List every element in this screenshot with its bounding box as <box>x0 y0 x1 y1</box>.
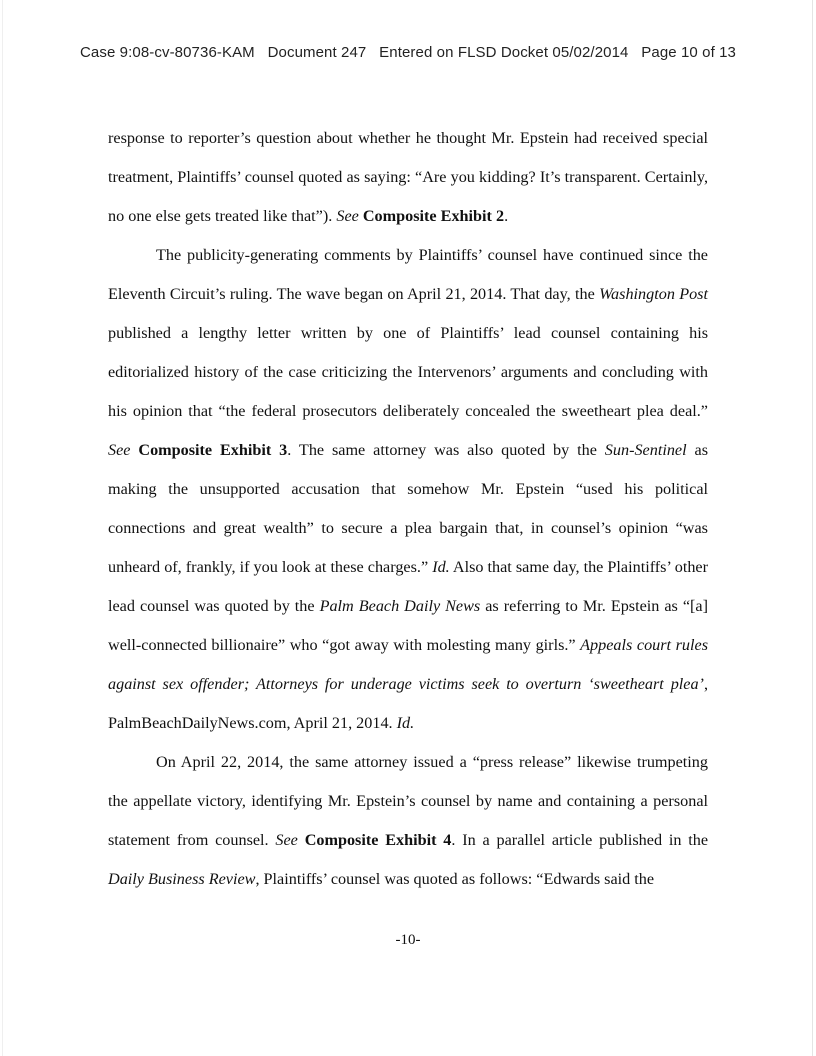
italic-text: See <box>336 207 359 225</box>
italic-text: Sun-Sentinel <box>604 441 687 459</box>
header-entered: Entered on FLSD Docket 05/02/2014 <box>379 44 629 61</box>
page-right-edge <box>812 0 813 1056</box>
text-run: Also that same day, the Plaintiffs’ other lead counsel was quoted by the <box>108 558 708 615</box>
italic-text: Id. <box>432 558 450 576</box>
text-run: On April 22, 2014, the same attorney issued a “press release” likewise trumpeting the appellate victory, identifying Mr. Epstein’s counsel by name and containing a personal statement from counsel. <box>108 753 708 849</box>
text-run: . In a parallel article published in the <box>451 831 709 849</box>
italic-text: Id. <box>396 714 415 732</box>
text-run: , PalmBeachDailyNews.com, April 21, 2014. <box>108 675 708 732</box>
italic-text: Washington Post <box>599 285 708 303</box>
text-run <box>298 831 305 849</box>
text-run: as making the unsupported accusation that somehow Mr. Epstein “used his political connections and great wealth” to secure a plea bargain that, in counsel’s opinion “was unheard of, frankly, if you look at these charges.” <box>108 441 709 576</box>
header-case: Case 9:08-cv-80736-KAM <box>80 44 255 61</box>
page-left-edge <box>2 0 3 1056</box>
paragraph-1 <box>108 119 708 236</box>
paragraph-3 <box>108 743 708 899</box>
text-run: . <box>504 207 509 225</box>
bold-text: Composite Exhibit 4 <box>304 831 452 849</box>
text-run: as referring to Mr. Epstein as “[a] well-connected billionaire” who “got away with molesting many girls.” <box>108 597 708 654</box>
italic-text: Appeals court rules against sex offender; Attorneys for underage victims seek to overturn ‘sweetheart plea’ <box>108 636 708 693</box>
text-run: published a lengthy letter written by one of Plaintiffs’ lead counsel containing his editorialized history of the case criticizing the Intervenors’ arguments and concluding with his opinion that “the federal prosecutors deliberately concealed the sweetheart plea deal.” <box>108 324 708 420</box>
docket-header <box>0 44 816 61</box>
paragraph-2 <box>108 236 708 743</box>
italic-text: Daily Business Review <box>108 870 256 888</box>
header-page: Page 10 of 13 <box>641 44 736 61</box>
bold-text: Composite Exhibit 3 <box>138 441 288 459</box>
text-run: The publicity-generating comments by Plaintiffs’ counsel have continued since the Eleventh Circuit’s ruling. The wave began on April 21, 2014. That day, the <box>108 246 708 303</box>
text-run: response to reporter’s question about whether he thought Mr. Epstein had received special treatment, Plaintiffs’ counsel quoted as saying: “Are you kidding? It’s transparent. Certainly, no one else gets treated like that”). <box>108 129 708 225</box>
page-number: -10- <box>395 932 421 948</box>
header-document: Document 247 <box>267 44 367 61</box>
italic-text: See <box>108 441 131 459</box>
text-run: . The same attorney was also quoted by the <box>287 441 605 459</box>
italic-text: See <box>275 831 298 849</box>
text-run: , Plaintiffs’ counsel was quoted as follows: “Edwards said the <box>255 870 655 888</box>
italic-text: Palm Beach Daily News <box>319 597 481 615</box>
bold-text: Composite Exhibit 2 <box>362 207 505 225</box>
body-text <box>108 119 708 899</box>
